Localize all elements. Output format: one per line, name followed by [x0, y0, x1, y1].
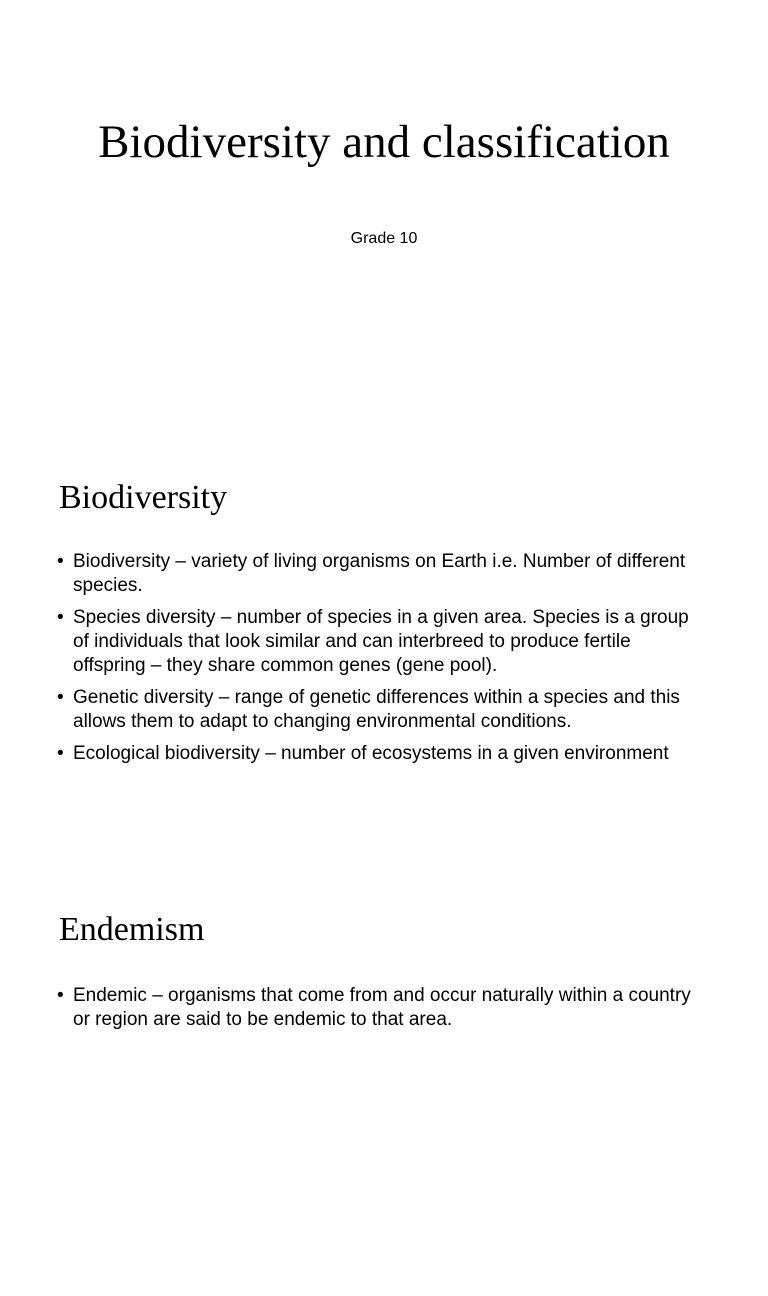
bullet-dot: •	[57, 551, 64, 572]
bullet-list	[57, 550, 707, 774]
bullet-item	[57, 606, 707, 678]
bullet-text: Biodiversity – variety of living organisms on Earth i.e. Number of different species.	[73, 551, 686, 596]
bullet-text: Endemic – organisms that come from and occur naturally within a country or region are said to be endemic to that area.	[73, 985, 691, 1030]
slide-heading: Endemism	[59, 911, 205, 948]
bullet-dot: •	[57, 743, 64, 764]
slide-subtitle: Grade 10	[350, 230, 418, 247]
bullet-text: Ecological biodiversity – number of ecosystems in a given environment	[73, 743, 669, 764]
endemism-slide	[0, 864, 768, 1296]
slide-title: Biodiversity and classification	[98, 116, 670, 168]
bullet-item	[57, 742, 707, 766]
bullet-dot: •	[57, 607, 64, 628]
bullet-item	[57, 550, 707, 598]
biodiversity-slide	[0, 432, 768, 864]
bullet-list	[57, 984, 707, 1040]
bullet-dot: •	[57, 985, 64, 1006]
bullet-item	[57, 686, 707, 734]
bullet-text: Species diversity – number of species in a given area. Species is a group of individuals that look similar and can interbreed to produce fertile offspring – they share common genes (gene pool).	[73, 607, 689, 676]
bullet-text: Genetic diversity – range of genetic differences within a species and this allows them to adapt to changing environmental conditions.	[73, 687, 680, 732]
slide-heading: Biodiversity	[59, 479, 228, 516]
bullet-item	[57, 984, 707, 1032]
title-slide	[0, 0, 768, 432]
bullet-dot: •	[57, 687, 64, 708]
